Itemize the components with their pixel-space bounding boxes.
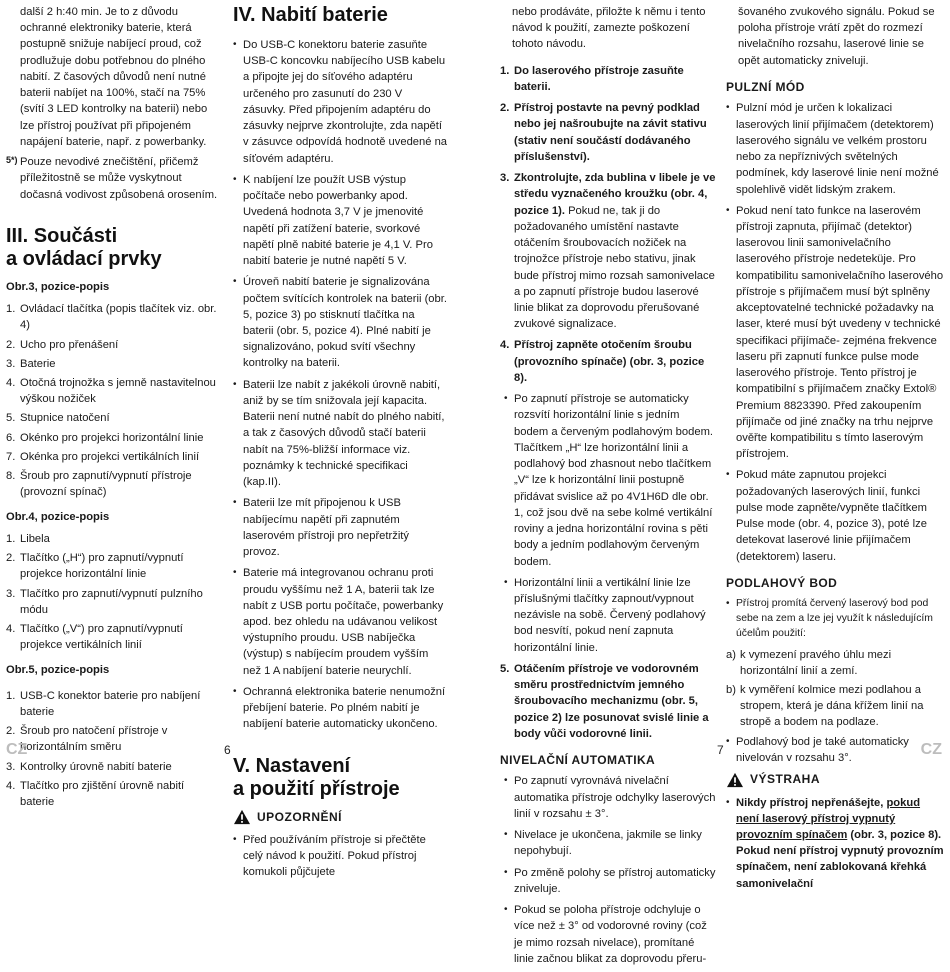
column-1 xyxy=(6,4,221,813)
fig5-list xyxy=(6,688,221,811)
section-title-charging: IV. Nabití baterie xyxy=(233,4,388,26)
step-item: 3. Zkontrolujte, zda bublina v libele je ve středu vyznačeného kroužku (obr. 4, pozice 1). Pokud ne, tak ji do požadovaného umístění nastavte otáčením šroubovacích nožiček na trojnožce přístroje nebo stativu, jinak bude přístroj mimo rozsah samonivelace a po zapnutí přístroje budou laserové linie blikat za doprovodu přerušované zvukové signalizace. xyxy=(500,172,716,331)
warning-triangle-icon xyxy=(233,809,251,825)
list-item: 4. Tlačítko pro zjištění úrovně nabití baterie xyxy=(6,779,185,809)
list-item: • Přístroj promítá červený laserový bod pod sebe na zem a lze jej využít k následujícím účelům použití: xyxy=(726,598,933,640)
list-item: 1. Ovládací tlačítka (popis tlačítek viz. obr. 4) xyxy=(6,303,217,332)
list-item: 3. Tlačítko pro zapnutí/vypnutí pulzního módu xyxy=(6,587,203,616)
list-item: • Pokud máte zapnutou projekci požadovaných laserových linií, funkci pulse mode zapněte/vypněte tlačítkem Pulse mode (obr. 4, pozice 3), poté lze detekovat laserové linie přijímačem (detektorem) laseru. xyxy=(726,469,927,563)
list-item: • Horizontální linii a vertikální linie lze příslušnými tlačítky zapnout/vypnout nezávisle na sobě. Červený podlahový bod nesvítí, pokud není zapnuta horizontální linie. xyxy=(504,576,706,654)
page-number-right: 7 xyxy=(717,742,724,757)
warning-triangle-icon xyxy=(726,772,744,788)
list-item: 1. Libela xyxy=(6,532,50,545)
floor-point-heading: PODLAHOVÝ BOD xyxy=(726,575,838,590)
charging-bullets xyxy=(233,37,448,733)
list-item: 4. Tlačítko („V“) pro zapnutí/vypnutí projekce vertikálních linií xyxy=(6,623,183,652)
col4-intro: šovaného zvukového signálu. Pokud se poloha přístroje vrátí zpět do rozmezí nivelačního rozsahu, laserové linie se opět automaticky zniveluji. xyxy=(738,6,935,67)
list-item: • Nivelace je ukončena, jakmile se linky nepohybují. xyxy=(504,829,702,858)
fig4-list xyxy=(6,531,221,654)
fig3-heading: Obr.3, pozice-popis xyxy=(6,280,110,293)
step-item: 2. Přístroj postavte na pevný podklad nebo jej našroubujte na závit stativu (stativ není součástí dodávaného příslušenství). xyxy=(500,102,707,163)
list-item: • Po změně polohy se přístroj automaticky zniveluje. xyxy=(504,866,716,895)
list-item: 2. Tlačítko („H“) pro zapnutí/vypnutí projekce horizontální linie xyxy=(6,552,184,581)
list-item: 3. Kontrolky úrovně nabití baterie xyxy=(6,760,172,773)
step-item: 1. Do laserového přístroje zasuňte baterii. xyxy=(500,64,684,93)
column-4 xyxy=(726,4,944,897)
list-item: • Po zapnutí vyrovnává nivelační automatika přístroje odchylky laserových linií v rozsahu ± 3°. xyxy=(504,775,716,820)
list-item: 1. USB-C konektor baterie pro nabíjení baterie xyxy=(6,689,201,718)
page-number-left: 6 xyxy=(224,742,231,757)
danger-heading: VÝSTRAHA xyxy=(726,771,944,788)
col3-intro: nebo prodáváte, přiložte k němu i tento návod k použití, zamezte poškození tohoto návodu. xyxy=(512,6,706,51)
col1-intro: další 2 h:40 min. Je to z důvodu ochranné elektroniky baterie, která postupně snižuje nabíjecí proud, což prodlužuje dobu potřebnou do plného nabití. Z časových důvodů není nutné baterii nabíjet na 100%, stačí na 75% (svítí 3 LED kontrolky na baterii) nebo lze přístroj používat při připojeném napájení baterie, např. z powerbanky. xyxy=(20,6,208,148)
list-item: • Baterii lze nabít z jakékoli úrovně nabití, aniž by se tím snižovala její kapacita. Baterii není nutné nabít do plného nabití, a tak z časových důvodů stačí baterii nabít na 75%-bližší informace viz. poznámky k technické specifikaci (kap.II). xyxy=(233,378,445,489)
language-badge-right: CZ xyxy=(920,740,942,758)
fig4-heading: Obr.4, pozice-popis xyxy=(6,510,110,523)
list-item: 2. Šroub pro natočení přístroje v horizontálním směru xyxy=(6,725,168,754)
footnote-mark: 5*) xyxy=(6,155,18,166)
floor-uses xyxy=(726,647,944,731)
list-item: • K nabíjení lze použít USB výstup počítače nebo powerbanky apod. Uvedená hodnota 3,7 V je jmenovité napětí při zatížení baterie, svorkové napětí plně nabité baterie je 4,1 V. Pro nabití baterie je nutné napětí 5 V. xyxy=(233,173,433,268)
list-item: • Baterie má integrovanou ochranu proti proudu vyššímu než 1 A, baterii tak lze nabít z USB portu počítače, powerbanky apod. bez ohledu na udávanou velikost výstupního proudu. USB nabíječka (výstup) s nabíjecím proudem vyšším než 1 A nabíjení baterie neurychlí. xyxy=(233,567,444,677)
list-item: • Do USB-C konektoru baterie zasuňte USB-C koncovku nabíjecího USB kabelu a připojte jej do síťového adaptéru určeného pro zasunutí do 230 V zásuvky. Před připojením adaptéru do zásuvky nejprve zkontrolujte, zda napětí v zásuvce odpovídá hodnotě uvedené na síťovém adaptéru. xyxy=(233,39,448,165)
section-title-setup: V. Nastavení a použití přístroje xyxy=(233,754,400,800)
list-item: b) k vyměření kolmice mezi podlahou a stropem, která je dána křížem linií na stropě a bodem na podlaze. xyxy=(726,683,924,729)
setup-bullets xyxy=(500,391,716,656)
step-item: 5. Otáčením přístroje ve vodorovném směru prostřednictvím jemného šroubovacího mechanizmu (obr. 5, pozice 2) lze posunovat svislé linie a body vůči vodorovné linii. xyxy=(500,662,709,740)
list-item: • Pokud není tato funkce na laserovém přístroji zapnuta, přijímač (detektor) laserovou linii samonivelačního laserového přístroje nedeteküje. Pro kompatibilitu samonivelačního laserového přístroje s přijímačem musí být splněny akceptovatelné technické požadavky na laser, které musí být uvedeny v technické specifikaci přijímače- zejména frekvence laseru při zapnutí funkce pulse mode laserového přístroje. Tento přístroj je kompatibilní s přijímačem značky Extol® Premium 8823390. Před zakoupením přijímače od jiné značky na trhu nejprve ověřte kompatibilitu s tímto laserovým přístrojem. xyxy=(726,204,944,461)
list-item: 5. Stupnice natočení xyxy=(6,412,110,425)
list-item: 6. Okénko pro projekci horizontální linie xyxy=(6,431,204,444)
list-item: • Před používáním přístroje si přečtěte celý návod k použití. Pokud přístroj komukoli půjčujete xyxy=(233,834,426,879)
list-item: • Nikdy přístroj nepřenášejte, pokud není laserový přístroj vypnutý provozním spínačem (obr. 3, pozice 8). Pokud není přístroj vypnutý provozním spínačem, není zablokovaná křehká samonivelační xyxy=(726,796,944,890)
footnote-text: Pouze nevodivé znečištění, přičemž příležitostně se může vyskytnout dočasná vodivost způsobená orosením. xyxy=(20,156,218,201)
section-title-components: III. Součásti a ovládací prvky xyxy=(6,224,162,270)
list-item: a) k vymezení pravého úhlu mezi horizontální linií a zemí. xyxy=(726,648,892,677)
list-item: 4. Otočná trojnožka s jemně nastavitelnou výškou nožiček xyxy=(6,376,216,406)
list-item: • Úroveň nabití baterie je signalizována počtem svítících kontrolek na baterii (obr. 5, pozice 3) po stisknutí tlačítka na baterii (obr. 5, pozice 4). Plné nabití je signalizováno, pokud svítí všechny kontrolky na baterii. xyxy=(233,276,447,370)
list-item: 8. Šroub pro zapnutí/vypnutí přístroje (provozní spínač) xyxy=(6,470,192,499)
pulse-heading: PULZNÍ MÓD xyxy=(726,79,805,94)
list-item: 2. Ucho pro přenášení xyxy=(6,338,119,351)
list-item: • Po zapnutí přístroje se automaticky rozsvítí horizontální linie s jedním bodem a červeným podlahovým bodem. Tlačítkem „H“ lze horizontální linii a podlahový bod zhasnout nebo tlačítkem „V“ lze k horizontální linii postupně přidávat svislice až po 4V1H6D dle obr. 1, což jsou dvě na sebe kolmé vertikální roviny a jedna horizontální rovina s pěti body a jedním podlahovým červeným bodem. xyxy=(504,393,713,568)
autolevel-heading: NIVELAČNÍ AUTOMATIKA xyxy=(500,753,656,768)
caution-heading: UPOZORNĚNÍ xyxy=(233,809,448,826)
footnote xyxy=(6,154,221,203)
list-item: 7. Okénka pro projekci vertikálních linií xyxy=(6,450,200,463)
column-2 xyxy=(233,4,448,886)
setup-steps xyxy=(500,63,716,386)
step-item: 4. Přístroj zapněte otočením šroubu (provozního spínače) (obr. 3, pozice 8). xyxy=(500,339,705,384)
autolevel-bullets xyxy=(500,773,716,967)
list-item: • Ochranná elektronika baterie nenumožní přebíjení baterie. Po plném nabití je nabíjení baterie automaticky ukončeno. xyxy=(233,685,446,731)
list-item: 3. Baterie xyxy=(6,357,56,370)
list-item: • Pulzní mód je určen k lokalizaci laserových linií přijímačem (detektorem) laserového signálu ve velkém prostoru nebo za nepříznivých světelných podmínek, kdy laserové linie není možné spolehlivě vidět lidským zrakem. xyxy=(726,102,939,196)
list-item: • Pokud se poloha přístroje odchyluje o více než ± 3° od vodorovné roviny (což je mimo rozsah nivelace), promítané linie začnou blikat za doprovodu přeru- xyxy=(504,904,707,965)
pulse-bullets xyxy=(726,100,944,565)
list-item: • Baterii lze mít připojenou k USB nabíjecímu napětí při zapnutém laserovém přístroji pro nepřetržitý provoz. xyxy=(233,497,410,559)
fig3-list xyxy=(6,301,221,501)
list-item: • Podlahový bod je také automaticky nivelován v rozsahu 3°. xyxy=(726,735,909,764)
language-badge-left: CZ xyxy=(6,740,28,758)
column-3 xyxy=(500,4,716,972)
fig5-heading: Obr.5, pozice-popis xyxy=(6,663,110,676)
